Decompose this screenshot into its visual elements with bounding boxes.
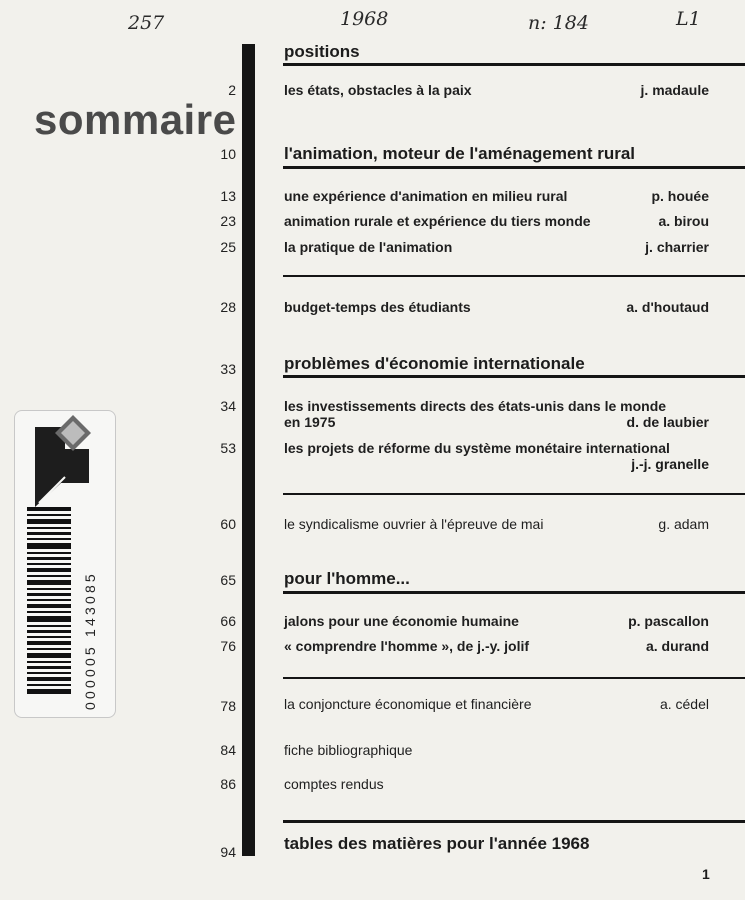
toc-page-number: 53: [220, 440, 236, 456]
toc-entry[interactable]: [284, 516, 709, 532]
toc-page-number: 34: [220, 398, 236, 414]
toc-entry[interactable]: [284, 239, 709, 255]
toc-entry-title: « comprendre l'homme », de j.-y. jolif: [284, 638, 530, 654]
section-rule: [283, 275, 745, 277]
handwritten-note-257: 257: [128, 12, 165, 34]
vertical-rule: [242, 44, 255, 856]
toc-page-number: 60: [220, 516, 236, 532]
toc-entry-title: jalons pour une économie humaine: [284, 613, 519, 629]
section-rule: [283, 493, 745, 495]
toc-entry[interactable]: [284, 776, 709, 792]
handwritten-note-number: n: 184: [528, 12, 589, 34]
toc-page-number: 76: [220, 638, 236, 654]
toc-entry[interactable]: [284, 213, 709, 229]
section-heading-economie: problèmes d'économie internationale: [284, 354, 585, 373]
toc-entry[interactable]: [284, 82, 709, 98]
toc-entry-title: le syndicalisme ouvrier à l'épreuve de mai: [284, 516, 544, 532]
handwritten-note-l1: L1: [676, 8, 701, 30]
toc-entry-author: p. houée: [651, 188, 709, 204]
toc-entry-title: la pratique de l'animation: [284, 239, 453, 255]
toc-entry-title: fiche bibliographique: [284, 742, 413, 758]
toc-entry[interactable]: [284, 299, 709, 315]
toc-page-number: 78: [220, 698, 236, 714]
toc-page-number: 94: [220, 844, 236, 860]
toc-entry[interactable]: [284, 742, 709, 758]
toc-page-number: 23: [220, 213, 236, 229]
page-title: sommaire: [34, 96, 237, 143]
toc-entry-title: une expérience d'animation en milieu rural: [284, 188, 568, 204]
toc-entry-author: j. madaule: [640, 82, 709, 98]
toc-entry-title: la conjoncture économique et financière: [284, 696, 532, 712]
toc-entry[interactable]: [284, 188, 709, 204]
toc-entry-title: budget-temps des étudiants: [284, 299, 471, 315]
page-number: 1: [702, 866, 710, 882]
toc-entry-title: comptes rendus: [284, 776, 384, 792]
section-heading-animation: l'animation, moteur de l'aménagement rural: [284, 144, 635, 163]
toc-entry-author: a. cédel: [659, 696, 709, 712]
publisher-logo-icon: [15, 411, 115, 521]
toc-entry-author: j. charrier: [645, 239, 709, 255]
toc-entry-title: les états, obstacles à la paix: [284, 82, 472, 98]
toc-entry-author: d. de laubier: [626, 414, 709, 430]
handwritten-note-year: 1968: [340, 8, 389, 30]
toc-entry-author: a. d'houtaud: [626, 299, 709, 315]
section-rule: [283, 63, 745, 66]
toc-page-number: 84: [220, 742, 236, 758]
toc-page-number: 28: [220, 299, 236, 315]
toc-page-number: 86: [220, 776, 236, 792]
toc-page-number: 65: [220, 572, 236, 588]
toc-entry-author: a. durand: [645, 638, 709, 654]
section-rule: [283, 591, 745, 594]
barcode-icon: [27, 507, 87, 697]
toc-entry-title: animation rurale et expérience du tiers monde: [284, 213, 591, 229]
toc-page-number: 25: [220, 239, 236, 255]
section-heading-pour-l-homme: pour l'homme...: [284, 569, 410, 588]
section-heading-tables: tables des matières pour l'année 1968: [284, 834, 590, 853]
section-rule: [283, 166, 745, 169]
toc-page-number: 2: [228, 82, 236, 98]
toc-entry-author: p. pascallon: [628, 613, 709, 629]
section-rule: [283, 677, 745, 679]
toc-page-number: 10: [220, 146, 236, 162]
toc-entry[interactable]: [284, 638, 709, 654]
toc-entry-title-line[interactable]: les projets de réforme du système monétaire international: [284, 440, 670, 456]
toc-page-number: 13: [220, 188, 236, 204]
toc-entry-author: j.-j. granelle: [631, 456, 709, 472]
barcode-sticker: [14, 410, 116, 718]
toc-entry-author: g. adam: [658, 516, 709, 532]
toc-entry[interactable]: [284, 696, 709, 712]
section-rule: [283, 820, 745, 823]
barcode-digits: 000005 143085: [82, 571, 98, 710]
toc-entry-title-line[interactable]: les investissements directs des états-unis dans le monde: [284, 398, 667, 414]
toc-page-number: 66: [220, 613, 236, 629]
section-heading-positions: positions: [284, 42, 360, 61]
section-rule: [283, 375, 745, 378]
toc-page-number: 33: [220, 361, 236, 377]
toc-entry[interactable]: [284, 613, 709, 629]
toc-entry-author: a. birou: [658, 213, 709, 229]
toc-entry-title-line: en 1975: [284, 414, 336, 430]
